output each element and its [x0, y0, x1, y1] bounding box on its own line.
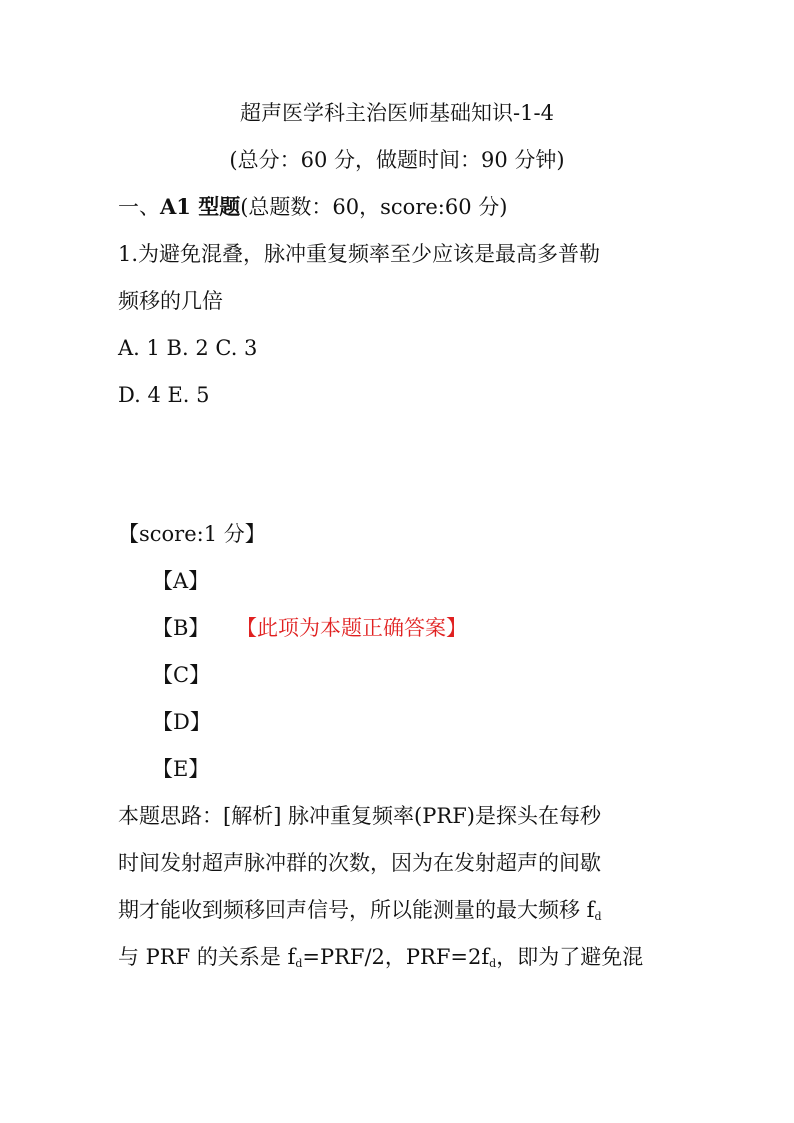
- section-heading: [118, 193, 507, 221]
- question-options-line1: A. 1 B. 2 C. 3: [118, 336, 258, 360]
- explanation-line4-text-c: ，即为了避免混: [496, 945, 644, 969]
- question-text-line1: 1.为避免混叠，脉冲重复频率至少应该是最高多普勒: [118, 242, 601, 266]
- choice-d: 【D】: [152, 710, 211, 734]
- correct-answer-marker: 【此项为本题正确答案】: [236, 616, 467, 640]
- explanation-line4-text-b: =PRF/2，PRF=2f: [302, 945, 490, 969]
- question-text-line2: 频移的几倍: [118, 289, 223, 313]
- question-options-line2: D. 4 E. 5: [118, 383, 210, 407]
- explanation-line3-text: 期才能收到频移回声信号，所以能测量的最大频移 f: [118, 898, 595, 922]
- choice-a: 【A】: [152, 569, 210, 593]
- document-subtitle: (总分：60 分，做题时间：90 分钟): [229, 148, 565, 172]
- section-prefix: 一、: [118, 195, 160, 219]
- subscript-d: d: [594, 910, 602, 923]
- choice-e: 【E】: [152, 757, 210, 781]
- explanation-line3: [118, 896, 602, 931]
- section-name: A1 型题: [160, 194, 241, 219]
- subscript-d: d: [295, 957, 303, 970]
- choice-c: 【C】: [152, 663, 211, 687]
- section-info: (总题数：60，score:60 分): [240, 195, 508, 219]
- subscript-d: d: [489, 957, 497, 970]
- score-label: 【score:1 分】: [118, 522, 266, 546]
- document-title: 超声医学科主治医师基础知识-1-4: [240, 101, 554, 125]
- explanation-line2: 时间发射超声脉冲群的次数，因为在发射超声的间歇: [118, 851, 601, 875]
- explanation-line4: [118, 943, 643, 978]
- explanation-line1: 本题思路：[解析] 脉冲重复频率(PRF)是探头在每秒: [118, 804, 601, 828]
- choice-b: 【B】: [152, 616, 210, 640]
- explanation-line4-text-a: 与 PRF 的关系是 f: [118, 945, 296, 969]
